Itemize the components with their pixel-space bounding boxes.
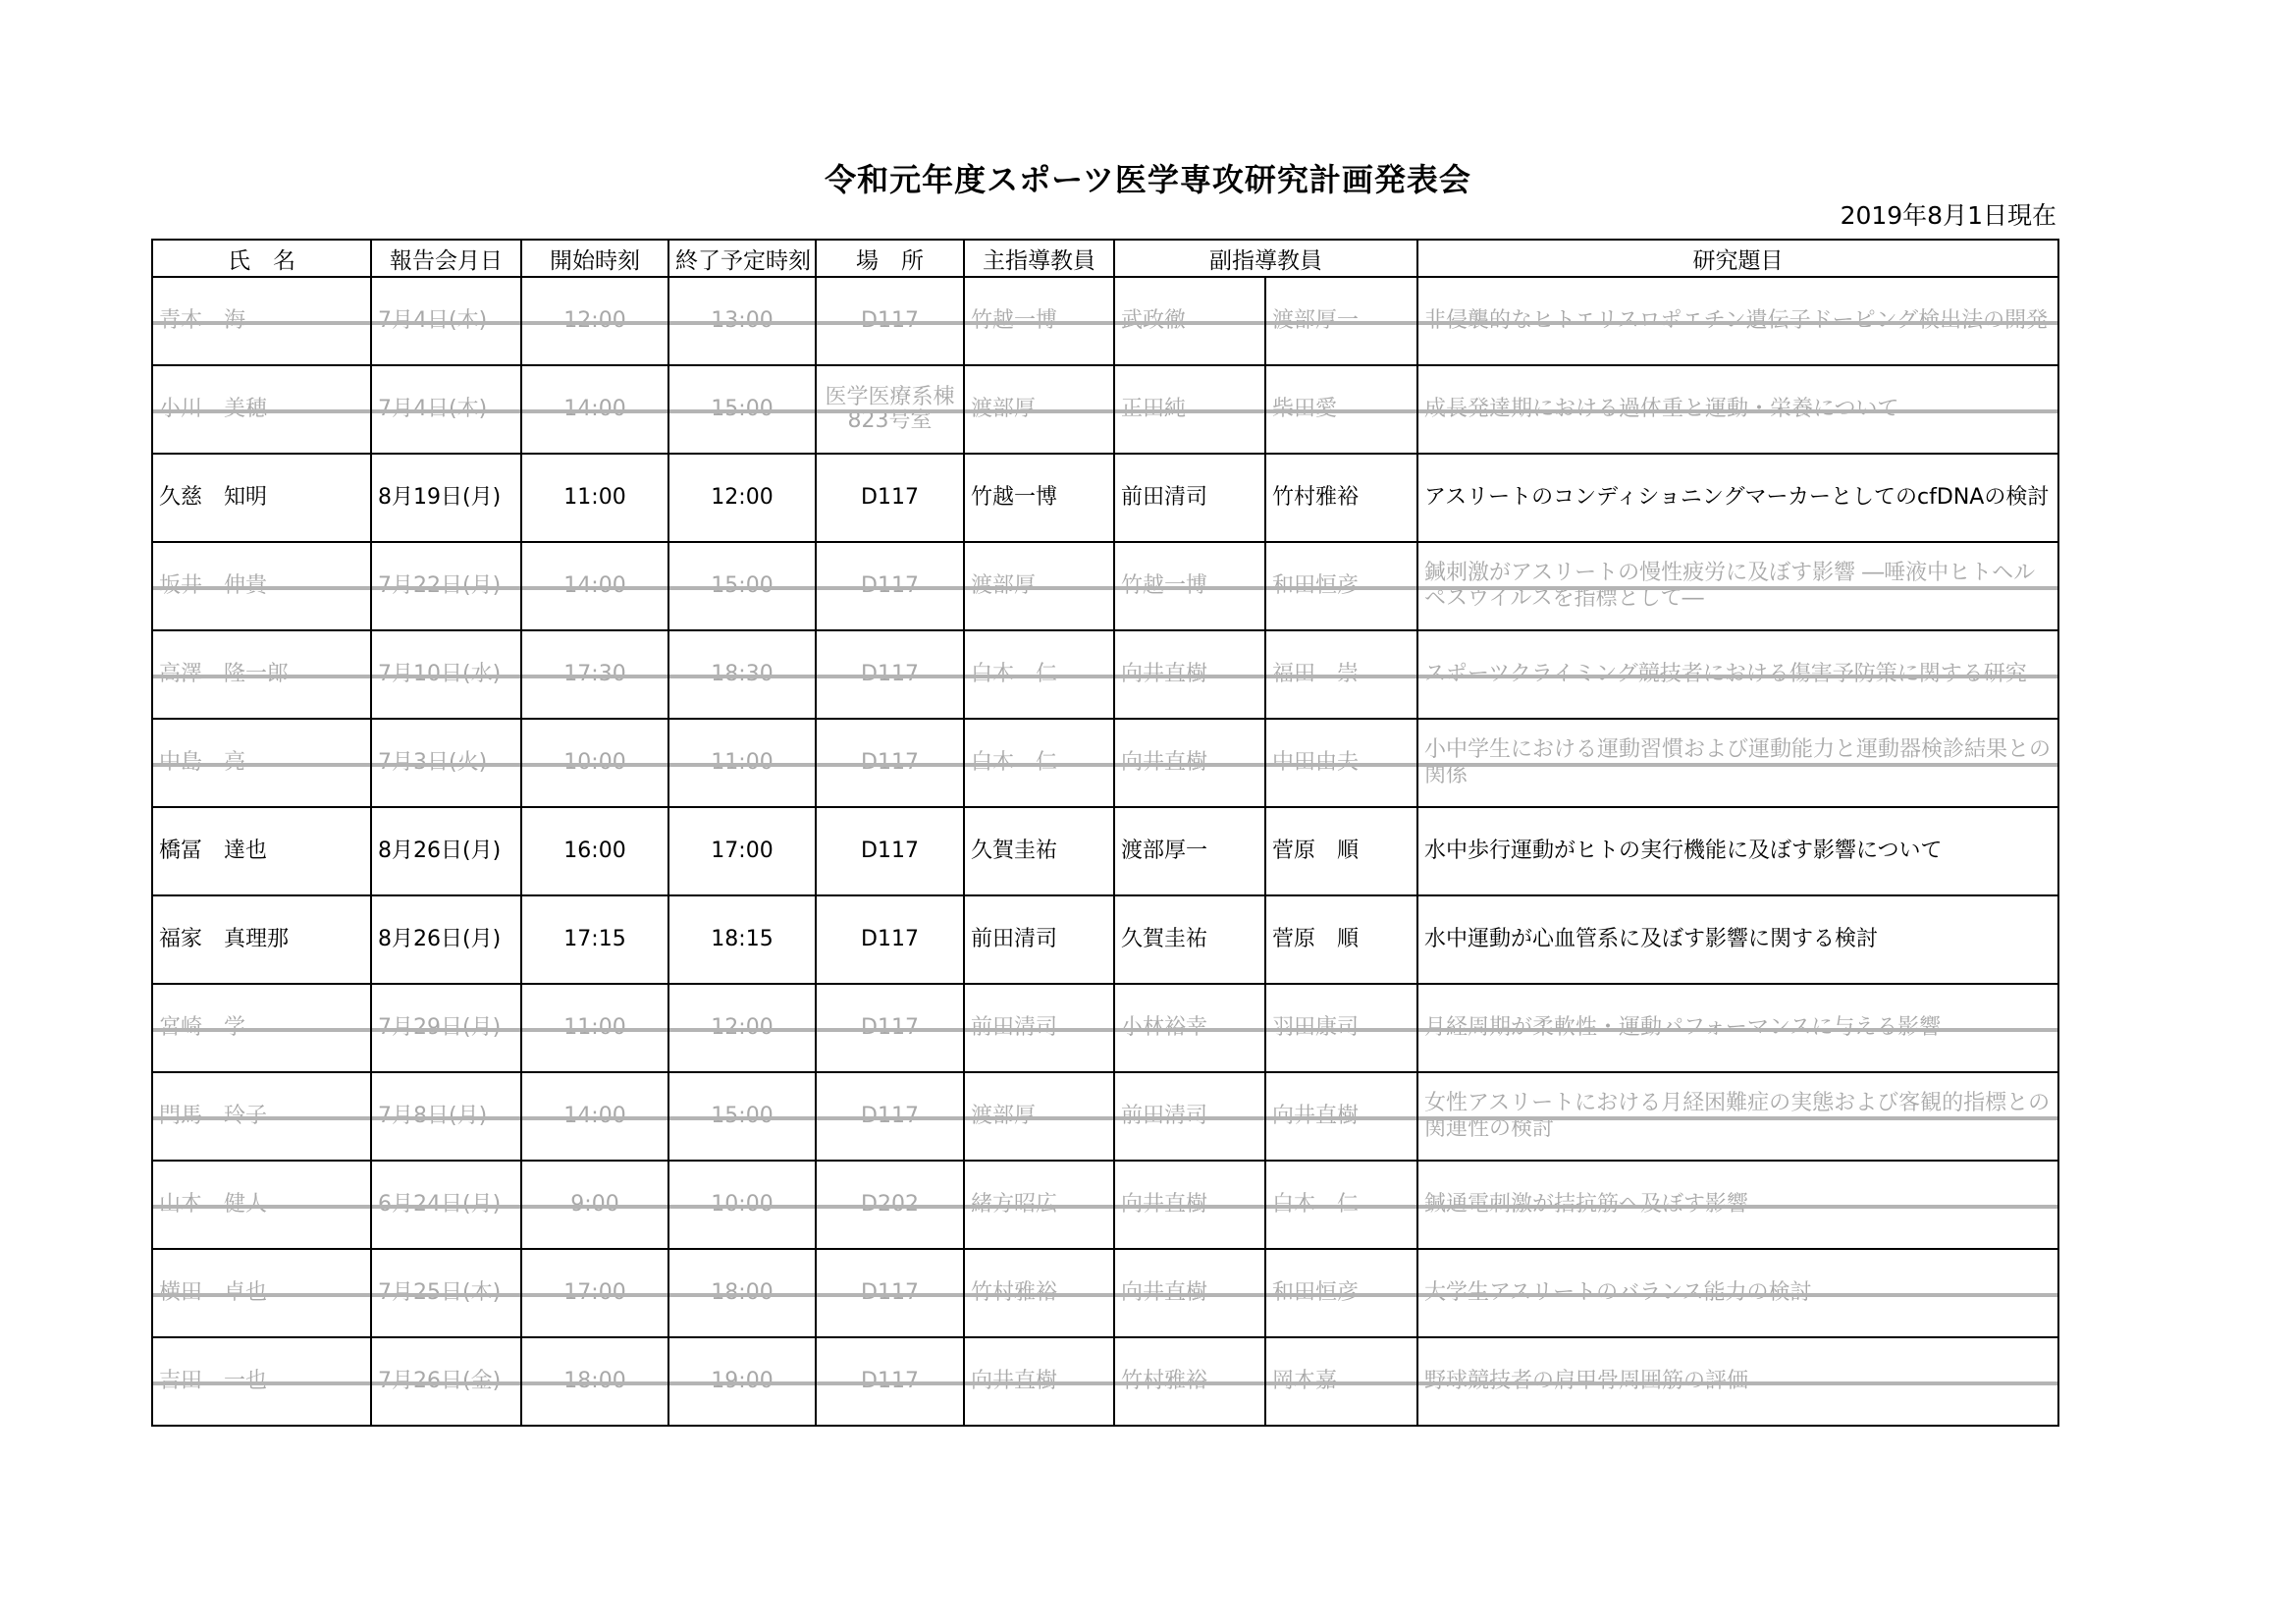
- start-time-cell: 17:30: [521, 630, 668, 719]
- place-cell: D117: [816, 277, 964, 365]
- main-advisor-cell: 渡部厚: [964, 1072, 1114, 1161]
- sub-advisor-2-cell: 白木 仁: [1265, 1161, 1417, 1249]
- name-cell: 山本 健人: [152, 1161, 371, 1249]
- date-cell: 7月4日(木): [371, 277, 521, 365]
- sub-advisor-1-cell: 竹越一博: [1114, 542, 1265, 630]
- end-time-cell: 10:00: [668, 1161, 816, 1249]
- name-cell: 橋冨 達也: [152, 807, 371, 895]
- sub-advisor-1-cell: 向井直樹: [1114, 1249, 1265, 1337]
- theme-cell: 水中歩行運動がヒトの実行機能に及ぼす影響について: [1417, 807, 2058, 895]
- date-cell: 7月25日(木): [371, 1249, 521, 1337]
- place-cell: D117: [816, 719, 964, 807]
- end-time-cell: 15:00: [668, 365, 816, 454]
- place-cell: D117: [816, 895, 964, 984]
- header-date: 報告会月日: [371, 240, 521, 277]
- main-advisor-cell: 前田清司: [964, 895, 1114, 984]
- end-time-cell: 18:15: [668, 895, 816, 984]
- start-time-cell: 17:15: [521, 895, 668, 984]
- as-of-date: 2019年8月1日現在: [1840, 201, 2056, 230]
- header-place: 場 所: [816, 240, 964, 277]
- table-row: [152, 807, 2058, 895]
- name-cell: 吉田 一也: [152, 1337, 371, 1426]
- table-row: [152, 454, 2058, 542]
- sub-advisor-2-cell: 菅原 順: [1265, 807, 1417, 895]
- name-cell: 中島 亮: [152, 719, 371, 807]
- date-cell: 7月29日(月): [371, 984, 521, 1072]
- table-row: [152, 1249, 2058, 1337]
- place-cell: D202: [816, 1161, 964, 1249]
- main-advisor-cell: 白木 仁: [964, 719, 1114, 807]
- name-cell: 青木 海: [152, 277, 371, 365]
- end-time-cell: 15:00: [668, 542, 816, 630]
- sub-advisor-2-cell: 岡本嘉: [1265, 1337, 1417, 1426]
- place-cell: D117: [816, 1337, 964, 1426]
- theme-cell: 水中運動が心血管系に及ぼす影響に関する検討: [1417, 895, 2058, 984]
- sub-advisor-2-cell: 菅原 順: [1265, 895, 1417, 984]
- sub-advisor-1-cell: 渡部厚一: [1114, 807, 1265, 895]
- start-time-cell: 14:00: [521, 365, 668, 454]
- name-cell: 久慈 知明: [152, 454, 371, 542]
- sub-advisor-2-cell: 竹村雅裕: [1265, 454, 1417, 542]
- table-row: [152, 984, 2058, 1072]
- name-cell: 横田 卓也: [152, 1249, 371, 1337]
- end-time-cell: 13:00: [668, 277, 816, 365]
- sub-advisor-2-cell: 中田由夫: [1265, 719, 1417, 807]
- name-cell: 小川 美穂: [152, 365, 371, 454]
- name-cell: 宮崎 学: [152, 984, 371, 1072]
- sub-advisor-1-cell: 前田清司: [1114, 1072, 1265, 1161]
- table-row: [152, 1161, 2058, 1249]
- main-advisor-cell: 渡部厚: [964, 365, 1114, 454]
- date-cell: 7月26日(金): [371, 1337, 521, 1426]
- sub-advisor-2-cell: 和田恒彦: [1265, 542, 1417, 630]
- theme-cell: 成長発達期における過体重と運動・栄養について: [1417, 365, 2058, 454]
- end-time-cell: 12:00: [668, 454, 816, 542]
- table-row: [152, 895, 2058, 984]
- theme-cell: 鍼刺激がアスリートの慢性疲労に及ぼす影響 ―唾液中ヒトヘルペスウイルスを指標として―: [1417, 542, 2058, 630]
- end-time-cell: 18:00: [668, 1249, 816, 1337]
- header-name: 氏 名: [152, 240, 371, 277]
- date-cell: 8月26日(月): [371, 895, 521, 984]
- main-advisor-cell: 前田清司: [964, 984, 1114, 1072]
- table-row: [152, 719, 2058, 807]
- sub-advisor-1-cell: 前田清司: [1114, 454, 1265, 542]
- start-time-cell: 16:00: [521, 807, 668, 895]
- header-theme: 研究題目: [1417, 240, 2058, 277]
- name-cell: 福家 真理那: [152, 895, 371, 984]
- sub-advisor-1-cell: 向井直樹: [1114, 630, 1265, 719]
- main-advisor-cell: 竹越一博: [964, 454, 1114, 542]
- table-row: [152, 542, 2058, 630]
- sub-advisor-1-cell: 武政徹: [1114, 277, 1265, 365]
- sub-advisor-1-cell: 向井直樹: [1114, 719, 1265, 807]
- start-time-cell: 10:00: [521, 719, 668, 807]
- main-advisor-cell: 渡部厚: [964, 542, 1114, 630]
- date-cell: 7月3日(火): [371, 719, 521, 807]
- sub-advisor-2-cell: 福田 崇: [1265, 630, 1417, 719]
- start-time-cell: 12:00: [521, 277, 668, 365]
- theme-cell: 非侵襲的なヒトエリスロポエチン遺伝子ドーピング検出法の開発: [1417, 277, 2058, 365]
- page-title: 令和元年度スポーツ医学専攻研究計画発表会: [825, 161, 1471, 198]
- date-cell: 7月4日(木): [371, 365, 521, 454]
- sub-advisor-2-cell: 羽田康司: [1265, 984, 1417, 1072]
- main-advisor-cell: 向井直樹: [964, 1337, 1114, 1426]
- sub-advisor-1-cell: 竹村雅裕: [1114, 1337, 1265, 1426]
- theme-cell: 鍼通電刺激が拮抗筋へ及ぼす影響: [1417, 1161, 2058, 1249]
- table-row: [152, 1337, 2058, 1426]
- sub-advisor-2-cell: 渡部厚一: [1265, 277, 1417, 365]
- start-time-cell: 11:00: [521, 454, 668, 542]
- place-cell: D117: [816, 630, 964, 719]
- sub-advisor-1-cell: 正田純: [1114, 365, 1265, 454]
- end-time-cell: 17:00: [668, 807, 816, 895]
- start-time-cell: 14:00: [521, 542, 668, 630]
- theme-cell: 月経周期が柔軟性・運動パフォーマンスに与える影響: [1417, 984, 2058, 1072]
- name-cell: 高澤 隆一郎: [152, 630, 371, 719]
- date-cell: 7月10日(水): [371, 630, 521, 719]
- schedule-table: [151, 239, 2059, 1427]
- table-row: [152, 1072, 2058, 1161]
- start-time-cell: 17:00: [521, 1249, 668, 1337]
- main-advisor-cell: 白木 仁: [964, 630, 1114, 719]
- place-cell: D117: [816, 542, 964, 630]
- start-time-cell: 9:00: [521, 1161, 668, 1249]
- name-cell: 坂井 伸貴: [152, 542, 371, 630]
- start-time-cell: 18:00: [521, 1337, 668, 1426]
- header-main-advisor: 主指導教員: [964, 240, 1114, 277]
- name-cell: 門馬 玲子: [152, 1072, 371, 1161]
- sub-advisor-1-cell: 小林裕幸: [1114, 984, 1265, 1072]
- date-cell: 7月22日(月): [371, 542, 521, 630]
- place-cell: D117: [816, 454, 964, 542]
- table-row: [152, 277, 2058, 365]
- end-time-cell: 15:00: [668, 1072, 816, 1161]
- theme-cell: スポーツクライミング競技者における傷害予防策に関する研究: [1417, 630, 2058, 719]
- table-row: [152, 630, 2058, 719]
- theme-cell: 大学生アスリートのバランス能力の検討: [1417, 1249, 2058, 1337]
- header-sub-advisor: 副指導教員: [1114, 240, 1417, 277]
- sub-advisor-2-cell: 向井直樹: [1265, 1072, 1417, 1161]
- sub-advisor-2-cell: 和田恒彦: [1265, 1249, 1417, 1337]
- main-advisor-cell: 久賀圭祐: [964, 807, 1114, 895]
- theme-cell: アスリートのコンディショニングマーカーとしてのcfDNAの検討: [1417, 454, 2058, 542]
- place-cell: D117: [816, 1249, 964, 1337]
- place-cell: D117: [816, 807, 964, 895]
- sub-advisor-2-cell: 柴田愛: [1265, 365, 1417, 454]
- end-time-cell: 11:00: [668, 719, 816, 807]
- table-header-row: [152, 240, 2058, 277]
- header-start: 開始時刻: [521, 240, 668, 277]
- sub-advisor-1-cell: 向井直樹: [1114, 1161, 1265, 1249]
- end-time-cell: 18:30: [668, 630, 816, 719]
- date-cell: 8月19日(月): [371, 454, 521, 542]
- end-time-cell: 19:00: [668, 1337, 816, 1426]
- main-advisor-cell: 竹越一博: [964, 277, 1114, 365]
- theme-cell: 野球競技者の肩甲骨周囲筋の評価: [1417, 1337, 2058, 1426]
- header-end: 終了予定時刻: [668, 240, 816, 277]
- date-cell: 8月26日(月): [371, 807, 521, 895]
- main-advisor-cell: 緒方昭広: [964, 1161, 1114, 1249]
- start-time-cell: 11:00: [521, 984, 668, 1072]
- place-cell: D117: [816, 1072, 964, 1161]
- date-cell: 6月24日(月): [371, 1161, 521, 1249]
- theme-cell: 女性アスリートにおける月経困難症の実態および客観的指標との関連性の検討: [1417, 1072, 2058, 1161]
- main-advisor-cell: 竹村雅裕: [964, 1249, 1114, 1337]
- end-time-cell: 12:00: [668, 984, 816, 1072]
- date-cell: 7月8日(月): [371, 1072, 521, 1161]
- start-time-cell: 14:00: [521, 1072, 668, 1161]
- table-row: [152, 365, 2058, 454]
- theme-cell: 小中学生における運動習慣および運動能力と運動器検診結果との関係: [1417, 719, 2058, 807]
- sub-advisor-1-cell: 久賀圭祐: [1114, 895, 1265, 984]
- place-cell: D117: [816, 984, 964, 1072]
- place-cell: 医学医療系棟823号室: [816, 365, 964, 454]
